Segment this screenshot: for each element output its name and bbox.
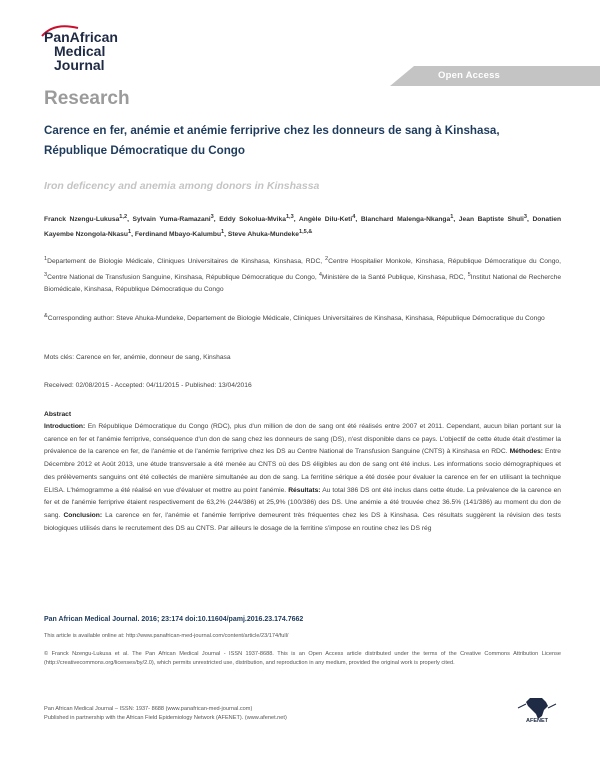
abstract-conclusion: La carence en fer, l'anémie et l'anémie ferriprive demeurent très fréquentes chez les DS à Kinshasa. Ces résultats suggèrent la révision des tests biologiques utilisés dans le recrutement des DS au CNTS. Par ailleurs le dosage de la ferritine s'impose en routine chez les DS rég	[44, 511, 562, 532]
author: Angèle Dilu-Keti	[298, 216, 353, 224]
logo-line-2: Medical	[54, 43, 106, 59]
affiliation-3: Centre National de Transfusion Sanguine, Kinshasa, République Démocratique du Congo,	[47, 273, 317, 281]
footer-partnership: Published in partnership with the African Field Epidemiology Network (AFENET). (www.afenet.net)	[44, 715, 287, 721]
author: Ferdinand Mbayo-Kalumbu	[134, 231, 222, 239]
availability-link[interactable]: This article is available online at: http://www.panafrican-med-journal.com/content/article/23/174/full/	[44, 633, 289, 639]
author: Jean Baptiste Shuli	[458, 216, 524, 224]
publication-dates: Received: 02/08/2015 - Accepted: 04/11/2015 - Published: 13/04/2016	[44, 382, 252, 389]
license-text: © Franck Nzengu-Lukusa et al. The Pan African Medical Journal - ISSN 1937-8688. This is an Open Access article distributed under the terms of the Creative Commons Attribution License (http://creativecommons.org/licenses/by/2.0), which permits unrestricted use, distribution, and reproduction in any medium, provided the original work is properly cited.	[44, 651, 561, 666]
author-list: Franck Nzengu-Lukusa$^{1,2}$, Sylvain Yuma-Ramazani$^3$, Eddy Sokolua-Mvika$^{1,3}$, Angèle Dilu-Keti$^4$, Blanchard Malenga-Nkanga$^1$, Jean Baptiste Shuli$^3$, Donatien Kayembe Nzongola-Nkasu$^1$, Ferdinand Mbayo-Kalumbu$^1$, Steve Ahuka-Mundeke$^{1,5,\&}$	[44, 214, 562, 239]
affiliation-2: Centre Hospitalier Monkole, Kinshasa, République Démocratique du Congo,	[328, 258, 561, 266]
author: Blanchard Malenga-Nkanga	[360, 216, 451, 224]
abstract-heading: Abstract	[44, 411, 72, 418]
keywords: Mots clés: Carence en fer, anémie, donneur de sang, Kinshasa	[44, 354, 231, 361]
footer	[44, 705, 287, 723]
author-sup: 1	[221, 229, 225, 236]
open-access-label: Open Access	[438, 70, 501, 81]
affiliation-4: Ministère de la Santé Publique, Kinshasa, RDC,	[321, 273, 466, 281]
abstract-results: Au total 386 DS ont été inclus dans cette étude. La prévalence de la carence en fer et de l'anémie ferriprive étaient respectivement de 63,2% (244/386) et 25,9% (100/386) des DS. Une anémie a été trouvée chez 36.5% (141/386) au moment du don de sang.	[44, 486, 562, 519]
author-sup: 1,2	[119, 214, 128, 220]
abstract-methods: Entre Décembre 2012 et Août 2013, une étude transversale a été menée au CNTS où des DS éligibles au don de sang ont été inclus. Les informations socio démographiques et des prélèvements sanguins ont été collectés de manière simultanée au don de sang. La ferritine sérique a été dosée pour évaluer la carence en fer en utilisant la technique ELISA. L'hémogramme a été réalisé en vue d'évaluer et mettre au point l'anémie.	[44, 448, 561, 494]
section-title: Research	[44, 88, 130, 109]
abstract-intro-label: Introduction:	[44, 423, 86, 430]
author: Steve Ahuka-Mundeke	[227, 231, 299, 239]
affiliation-1: Departement de Biologie Médicale, Cliniques Universitaires de Kinshasa, Kinshasa, RDC,	[47, 258, 323, 266]
africa-map-icon	[512, 696, 562, 720]
author-sup: 3	[210, 214, 214, 220]
afenet-logo	[512, 696, 562, 730]
author-sup: 3	[523, 214, 527, 220]
english-title: Iron deficency and anemia among donors in Kinshassa	[44, 180, 320, 192]
abstract-intro: En République Démocratique du Congo (RDC), plus d'un million de don de sang ont été réalisés entre 2007 et 2011. Cependant, aucun bilan portant sur la carence en fer et l'anémie ferriprive, conséquence d'un don de sang chez les donneurs de sang (DS), n'est disponible dans ce pays. L'objectif de cette étude était d'estimer la prévalence de la carence en fer, de l'anémie et de l'anémie ferriprive chez les DS au Centre National de Transfusion Sanguine (CNTS) à Kinshasa en RDC.	[44, 423, 561, 456]
corresponding-author: &Corresponding author: Steve Ahuka-Mundeke, Departement de Biologie Médicale, Cliniques Universitaires de Kinshasa, Kinshasa, République Démocratique du Congo	[44, 313, 545, 323]
abstract-methods-label: Méthodes:	[509, 448, 544, 456]
author-sup: 1	[450, 214, 454, 220]
author: Eddy Sokolua-Mvika	[219, 216, 286, 224]
author: Sylvain Yuma-Ramazani	[132, 216, 211, 224]
afenet-label: AFENET	[526, 718, 548, 724]
abstract-results-label: Résultats:	[288, 486, 321, 494]
article-title: Carence en fer, anémie et anémie ferriprive chez les donneurs de sang à Kinshasa, République Démocratique du Congo	[44, 124, 500, 157]
affiliations: $^1$Departement de Biologie Médicale, Cliniques Universitaires de Kinshasa, Kinshasa, RDC, $^2$Centre Hospitalier Monkole, Kinshasa, République Démocratique du Congo, $^3$Centre National de Transfusion Sanguine, Kinshasa, République Démocratique du Congo, $^4$Ministère de la Santé Publique, Kinshasa, RDC, $^5$Institut National de Recherche Biomédicale, Kinshasa, République Démocratique du Congo	[44, 256, 562, 294]
abstract-conclusion-label: Conclusion:	[63, 511, 103, 519]
corresponding-author-text: Corresponding author: Steve Ahuka-Mundeke, Departement de Biologie Médicale, Cliniques Universitaires de Kinshasa, Kinshasa, République Démocratique du Congo	[47, 315, 545, 323]
journal-logo	[44, 22, 164, 74]
author-sup: 1,3	[285, 214, 294, 220]
citation: Pan African Medical Journal. 2016; 23:174 doi:10.11604/pamj.2016.23.174.7662	[44, 616, 304, 623]
affiliation-5: Institut National de Recherche Biomédicale, Kinshasa, République Démocratique du Congo	[44, 273, 562, 294]
open-access-banner	[390, 66, 600, 86]
author: Franck Nzengu-Lukusa	[44, 216, 120, 224]
footer-issn: Pan African Medical Journal – ISSN: 1937- 8688 (www.panafrican-med-journal.com)	[44, 706, 253, 712]
logo-line-1: PanAfrican	[44, 29, 118, 45]
logo-line-3: Journal	[54, 57, 105, 73]
author-sup: 1	[128, 229, 132, 236]
author-sup: 1,5,&	[298, 229, 313, 236]
author: Donatien Kayembe Nzongola-Nkasu	[44, 216, 562, 239]
author-sup: 4	[352, 214, 356, 220]
abstract-body	[44, 421, 561, 535]
